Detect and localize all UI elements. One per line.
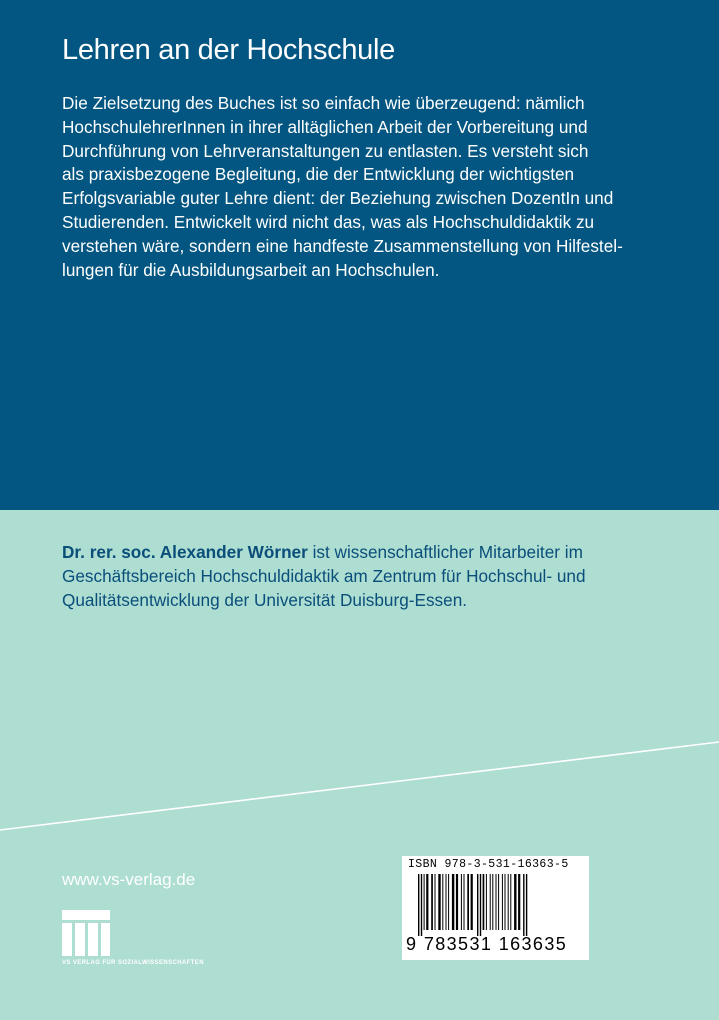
barcode-bar (498, 874, 499, 930)
barcode-bar (442, 874, 443, 930)
barcode-bar (467, 874, 469, 930)
barcode-bar (424, 874, 425, 930)
isbn-label: ISBN 978-3-531-16363-5 (408, 858, 569, 871)
description-line: Durchführung von Lehrveranstaltungen zu entlasten. Es versteht sich (62, 140, 589, 161)
barcode-bar (480, 874, 481, 936)
barcode-bar (505, 874, 506, 930)
barcode-bar (514, 874, 516, 930)
description-line: HochschulehrerInnen in ihrer alltäglichen Arbeit der Vorbereitung und (62, 116, 588, 137)
barcode-bar (486, 874, 487, 930)
book-title: Lehren an der Hochschule (62, 34, 395, 66)
barcode-bar (452, 874, 454, 930)
barcode-bar (435, 874, 436, 930)
barcode-bar (510, 874, 511, 930)
author-bio-line: Geschäftsbereich Hochschuldidaktik am Zentrum für Hochschul- und (62, 565, 586, 586)
description-line: Die Zielsetzung des Buches ist so einfach wie überzeugend: nämlich (62, 93, 585, 113)
description-line: Studierenden. Entwickelt wird nicht das, was als Hochschuldidaktik zu (62, 211, 595, 232)
barcode-bar (456, 874, 458, 930)
barcode-bar (461, 874, 462, 930)
description-line: verstehen wäre, sondern eine handfeste Zusammenstellung von Hilfestel- (62, 235, 623, 256)
barcode-bar (426, 874, 428, 930)
barcode-bars (402, 874, 589, 936)
description-line: lungen für die Ausbildungsarbeit an Hochschulen. (62, 259, 440, 280)
barcode-bar (523, 874, 524, 936)
barcode-bar (483, 874, 485, 930)
barcode-bar (477, 874, 478, 936)
barcode-bar (431, 874, 433, 930)
barcode-bar (418, 874, 419, 936)
barcode-bar (526, 874, 527, 936)
description-line: Erfolgsvariable guter Lehre dient: der Beziehung zwischen DozentIn und (62, 188, 614, 209)
ean-first-digit: 9 (406, 934, 418, 954)
barcode-bar (502, 874, 503, 930)
publisher-url[interactable]: www.vs-verlag.de (62, 870, 196, 889)
publisher-logo-icon (62, 910, 112, 956)
barcode-bar (518, 874, 520, 930)
author-bio-line: Qualitätsentwicklung der Universität Duisburg-Essen. (62, 589, 468, 610)
author-role: ist wissenschaftlicher Mitarbeiter im (307, 542, 583, 562)
ean-group-1: 783531 (423, 934, 493, 954)
ean-group-2: 163635 (498, 934, 568, 954)
description-line: als praxisbezogene Begleitung, die der Entwicklung der wichtigsten (62, 164, 575, 185)
barcode-bar (508, 874, 509, 930)
barcode-bar (448, 874, 449, 930)
barcode-bar (490, 874, 491, 930)
barcode-bar (446, 874, 447, 930)
barcode-bar (496, 874, 497, 930)
barcode-bar (421, 874, 422, 936)
ean-digits (406, 934, 567, 955)
isbn-barcode (402, 856, 589, 960)
barcode-bar (492, 874, 493, 930)
barcode-bar (438, 874, 440, 930)
author-name: Dr. rer. soc. Alexander Wörner (62, 542, 308, 562)
barcode-bar (464, 874, 465, 930)
publisher-name: VS VERLAG FÜR SOZIALWISSENSCHAFTEN (62, 960, 204, 966)
barcode-bar (471, 874, 473, 930)
